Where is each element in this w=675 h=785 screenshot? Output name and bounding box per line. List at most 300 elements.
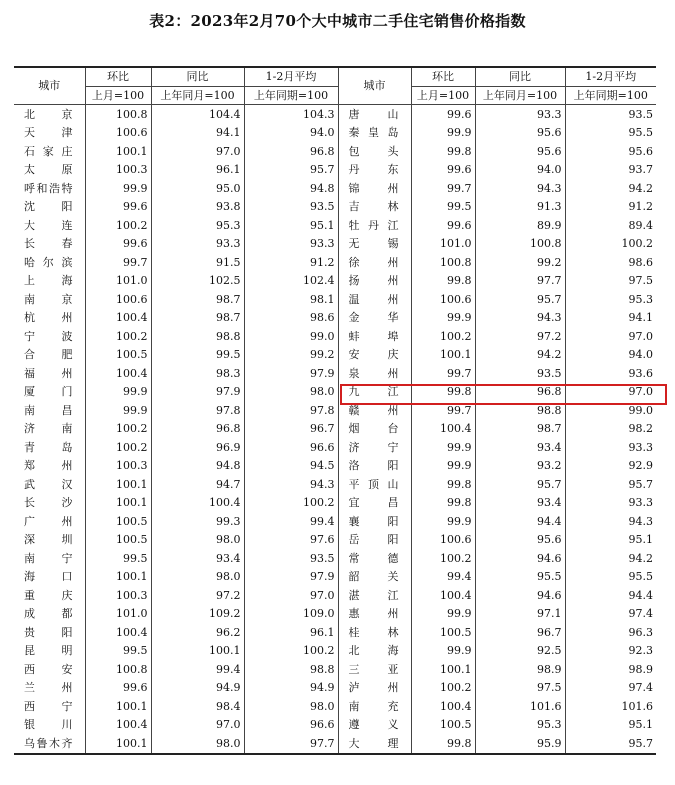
cell-avg-right: 95.6 [565, 142, 656, 161]
cell-mom-left: 100.5 [85, 531, 151, 550]
cell-city-right: 岳 阳 [338, 531, 411, 550]
cell-city-right: 温 州 [338, 290, 411, 309]
subheader-mom-left: 上月=100 [85, 86, 151, 105]
cell-yoy-left: 99.5 [151, 346, 244, 365]
cell-mom-left: 99.6 [85, 198, 151, 217]
cell-avg-left: 93.5 [244, 198, 338, 217]
cell-city-right: 秦皇岛 [338, 124, 411, 143]
cell-mom-left: 99.9 [85, 383, 151, 402]
cell-mom-right: 101.0 [411, 235, 475, 254]
cell-yoy-left: 97.9 [151, 383, 244, 402]
table-row [14, 216, 656, 235]
cell-avg-right: 97.4 [565, 679, 656, 698]
cell-yoy-right: 99.2 [475, 253, 565, 272]
table-row [14, 401, 656, 420]
cell-mom-left: 99.6 [85, 679, 151, 698]
table-row [14, 346, 656, 365]
cell-city-right: 大 理 [338, 734, 411, 754]
cell-city-left: 海 口 [14, 568, 85, 587]
cell-city-right: 襄 阳 [338, 512, 411, 531]
cell-avg-right: 95.7 [565, 734, 656, 754]
header-yoy-left: 同比 [151, 67, 244, 86]
cell-yoy-left: 99.4 [151, 660, 244, 679]
cell-mom-right: 100.5 [411, 716, 475, 735]
cell-mom-right: 99.7 [411, 401, 475, 420]
cell-city-right: 济 宁 [338, 438, 411, 457]
cell-avg-left: 93.5 [244, 549, 338, 568]
cell-city-left: 太 原 [14, 161, 85, 180]
table-row [14, 716, 656, 735]
cell-yoy-right: 97.7 [475, 272, 565, 291]
cell-city-left: 昆 明 [14, 642, 85, 661]
table-row [14, 475, 656, 494]
cell-yoy-right: 93.4 [475, 438, 565, 457]
cell-mom-right: 99.8 [411, 383, 475, 402]
cell-mom-left: 100.3 [85, 457, 151, 476]
cell-avg-right: 100.2 [565, 235, 656, 254]
cell-city-left: 沈 阳 [14, 198, 85, 217]
cell-mom-left: 100.3 [85, 586, 151, 605]
cell-city-left: 乌鲁木齐 [14, 734, 85, 754]
cell-avg-left: 96.8 [244, 142, 338, 161]
cell-city-left: 呼和浩特 [14, 179, 85, 198]
cell-avg-right: 93.3 [565, 438, 656, 457]
cell-avg-right: 95.1 [565, 716, 656, 735]
cell-mom-left: 100.2 [85, 216, 151, 235]
cell-city-left: 青 岛 [14, 438, 85, 457]
cell-city-left: 北 京 [14, 105, 85, 124]
cell-city-right: 洛 阳 [338, 457, 411, 476]
cell-yoy-right: 93.3 [475, 105, 565, 124]
cell-avg-right: 92.9 [565, 457, 656, 476]
cell-city-right: 南 充 [338, 697, 411, 716]
cell-city-left: 南 宁 [14, 549, 85, 568]
cell-yoy-left: 95.0 [151, 179, 244, 198]
subheader-yoy-right: 上年同月=100 [475, 86, 565, 105]
cell-mom-right: 99.7 [411, 364, 475, 383]
cell-mom-left: 100.6 [85, 124, 151, 143]
cell-avg-right: 98.9 [565, 660, 656, 679]
cell-mom-left: 99.5 [85, 642, 151, 661]
cell-mom-left: 100.4 [85, 716, 151, 735]
cell-avg-right: 97.5 [565, 272, 656, 291]
cell-city-right: 惠 州 [338, 605, 411, 624]
cell-mom-right: 99.9 [411, 512, 475, 531]
cell-mom-right: 100.6 [411, 290, 475, 309]
cell-avg-left: 96.1 [244, 623, 338, 642]
header-city-left: 城市 [14, 67, 85, 105]
cell-city-right: 安 庆 [338, 346, 411, 365]
cell-mom-right: 99.8 [411, 734, 475, 754]
cell-mom-left: 100.2 [85, 420, 151, 439]
header-row-2 [14, 86, 656, 105]
cell-yoy-left: 93.3 [151, 235, 244, 254]
cell-mom-right: 100.2 [411, 679, 475, 698]
table-row [14, 124, 656, 143]
table-row [14, 290, 656, 309]
cell-avg-left: 97.9 [244, 568, 338, 587]
table-row [14, 105, 656, 124]
cell-yoy-left: 98.7 [151, 290, 244, 309]
cell-city-left: 深 圳 [14, 531, 85, 550]
cell-avg-right: 95.5 [565, 124, 656, 143]
cell-city-left: 天 津 [14, 124, 85, 143]
cell-avg-left: 94.3 [244, 475, 338, 494]
cell-city-left: 武 汉 [14, 475, 85, 494]
cell-city-left: 哈尔滨 [14, 253, 85, 272]
price-index-table [14, 66, 656, 755]
table-row [14, 512, 656, 531]
cell-city-left: 南 京 [14, 290, 85, 309]
cell-avg-left: 97.7 [244, 734, 338, 754]
cell-yoy-right: 94.0 [475, 161, 565, 180]
cell-mom-right: 100.4 [411, 420, 475, 439]
subheader-mom-right: 上月=100 [411, 86, 475, 105]
cell-city-right: 九 江 [338, 383, 411, 402]
cell-avg-left: 98.6 [244, 309, 338, 328]
cell-avg-left: 99.0 [244, 327, 338, 346]
cell-mom-right: 99.9 [411, 605, 475, 624]
cell-avg-right: 94.4 [565, 586, 656, 605]
cell-avg-right: 94.2 [565, 179, 656, 198]
table-row [14, 327, 656, 346]
cell-avg-left: 96.6 [244, 716, 338, 735]
cell-yoy-left: 100.1 [151, 642, 244, 661]
cell-yoy-right: 95.9 [475, 734, 565, 754]
cell-city-left: 南 昌 [14, 401, 85, 420]
cell-avg-right: 101.6 [565, 697, 656, 716]
cell-mom-right: 100.4 [411, 586, 475, 605]
cell-avg-right: 94.0 [565, 346, 656, 365]
cell-yoy-right: 92.5 [475, 642, 565, 661]
cell-yoy-left: 96.9 [151, 438, 244, 457]
cell-mom-right: 99.4 [411, 568, 475, 587]
cell-mom-right: 99.9 [411, 309, 475, 328]
table-row [14, 734, 656, 754]
cell-avg-left: 97.9 [244, 364, 338, 383]
cell-mom-right: 99.9 [411, 642, 475, 661]
cell-city-right: 金 华 [338, 309, 411, 328]
cell-avg-right: 97.4 [565, 605, 656, 624]
cell-city-right: 吉 林 [338, 198, 411, 217]
cell-yoy-left: 95.3 [151, 216, 244, 235]
cell-yoy-right: 98.7 [475, 420, 565, 439]
cell-mom-right: 99.9 [411, 124, 475, 143]
cell-mom-left: 100.1 [85, 568, 151, 587]
cell-avg-left: 97.8 [244, 401, 338, 420]
cell-city-right: 常 德 [338, 549, 411, 568]
table-row [14, 549, 656, 568]
cell-mom-right: 99.5 [411, 198, 475, 217]
cell-yoy-left: 104.4 [151, 105, 244, 124]
cell-yoy-left: 96.2 [151, 623, 244, 642]
cell-city-right: 烟 台 [338, 420, 411, 439]
cell-yoy-left: 98.8 [151, 327, 244, 346]
cell-avg-left: 97.6 [244, 531, 338, 550]
cell-yoy-right: 95.7 [475, 475, 565, 494]
cell-mom-right: 99.9 [411, 438, 475, 457]
cell-mom-right: 100.8 [411, 253, 475, 272]
cell-mom-left: 99.7 [85, 253, 151, 272]
cell-yoy-left: 98.3 [151, 364, 244, 383]
cell-yoy-right: 95.6 [475, 142, 565, 161]
cell-mom-left: 99.6 [85, 235, 151, 254]
cell-avg-right: 93.3 [565, 494, 656, 513]
cell-avg-left: 94.0 [244, 124, 338, 143]
cell-city-right: 平顶山 [338, 475, 411, 494]
table-row [14, 179, 656, 198]
cell-avg-left: 95.1 [244, 216, 338, 235]
cell-yoy-left: 91.5 [151, 253, 244, 272]
subheader-yoy-left: 上年同月=100 [151, 86, 244, 105]
cell-avg-left: 91.2 [244, 253, 338, 272]
cell-city-left: 长 春 [14, 235, 85, 254]
cell-city-right: 牡丹江 [338, 216, 411, 235]
table-row [14, 235, 656, 254]
cell-city-left: 宁 波 [14, 327, 85, 346]
cell-mom-right: 100.5 [411, 623, 475, 642]
cell-city-left: 福 州 [14, 364, 85, 383]
cell-mom-right: 99.6 [411, 216, 475, 235]
cell-city-left: 兰 州 [14, 679, 85, 698]
cell-city-right: 桂 林 [338, 623, 411, 642]
cell-mom-left: 101.0 [85, 272, 151, 291]
table-row [14, 142, 656, 161]
cell-mom-left: 101.0 [85, 605, 151, 624]
cell-avg-left: 98.1 [244, 290, 338, 309]
cell-mom-right: 100.2 [411, 549, 475, 568]
header-mom-left: 环比 [85, 67, 151, 86]
cell-mom-right: 99.8 [411, 272, 475, 291]
cell-city-right: 扬 州 [338, 272, 411, 291]
cell-city-right: 三 亚 [338, 660, 411, 679]
cell-avg-left: 102.4 [244, 272, 338, 291]
cell-yoy-left: 98.0 [151, 531, 244, 550]
header-city-right: 城市 [338, 67, 411, 105]
cell-mom-right: 100.2 [411, 327, 475, 346]
subheader-avg-left: 上年同期=100 [244, 86, 338, 105]
cell-yoy-right: 97.1 [475, 605, 565, 624]
cell-yoy-left: 97.0 [151, 716, 244, 735]
cell-avg-left: 96.6 [244, 438, 338, 457]
cell-avg-right: 93.5 [565, 105, 656, 124]
cell-city-right: 唐 山 [338, 105, 411, 124]
cell-yoy-right: 100.8 [475, 235, 565, 254]
table-row [14, 253, 656, 272]
cell-avg-left: 98.0 [244, 697, 338, 716]
cell-yoy-left: 94.9 [151, 679, 244, 698]
cell-avg-left: 93.3 [244, 235, 338, 254]
cell-mom-left: 100.1 [85, 734, 151, 754]
cell-avg-right: 91.2 [565, 198, 656, 217]
cell-mom-left: 100.1 [85, 475, 151, 494]
cell-mom-right: 99.8 [411, 142, 475, 161]
cell-mom-left: 100.5 [85, 512, 151, 531]
cell-yoy-right: 98.8 [475, 401, 565, 420]
cell-avg-left: 98.8 [244, 660, 338, 679]
cell-avg-right: 97.0 [565, 327, 656, 346]
cell-yoy-left: 102.5 [151, 272, 244, 291]
cell-yoy-right: 94.6 [475, 549, 565, 568]
cell-city-left: 杭 州 [14, 309, 85, 328]
cell-yoy-left: 98.0 [151, 568, 244, 587]
header-yoy-right: 同比 [475, 67, 565, 86]
cell-avg-right: 99.0 [565, 401, 656, 420]
cell-city-right: 宜 昌 [338, 494, 411, 513]
cell-yoy-right: 95.3 [475, 716, 565, 735]
cell-yoy-left: 97.0 [151, 142, 244, 161]
header-avg-left: 1-2月平均 [244, 67, 338, 86]
subheader-avg-right: 上年同期=100 [565, 86, 656, 105]
cell-yoy-left: 98.7 [151, 309, 244, 328]
cell-city-left: 重 庆 [14, 586, 85, 605]
cell-city-right: 韶 关 [338, 568, 411, 587]
table-row [14, 494, 656, 513]
cell-avg-right: 93.6 [565, 364, 656, 383]
cell-yoy-right: 89.9 [475, 216, 565, 235]
cell-city-right: 徐 州 [338, 253, 411, 272]
cell-yoy-left: 94.8 [151, 457, 244, 476]
cell-avg-right: 89.4 [565, 216, 656, 235]
cell-mom-right: 99.8 [411, 475, 475, 494]
table-row [14, 420, 656, 439]
cell-avg-left: 94.9 [244, 679, 338, 698]
cell-yoy-right: 96.8 [475, 383, 565, 402]
table-row [14, 364, 656, 383]
cell-yoy-right: 93.4 [475, 494, 565, 513]
cell-mom-right: 100.1 [411, 346, 475, 365]
cell-mom-right: 100.1 [411, 660, 475, 679]
cell-mom-left: 100.2 [85, 327, 151, 346]
cell-yoy-right: 91.3 [475, 198, 565, 217]
cell-avg-right: 95.7 [565, 475, 656, 494]
header-avg-right: 1-2月平均 [565, 67, 656, 86]
header-mom-right: 环比 [411, 67, 475, 86]
cell-mom-left: 100.1 [85, 142, 151, 161]
table-row [14, 309, 656, 328]
cell-avg-right: 92.3 [565, 642, 656, 661]
table-row [14, 161, 656, 180]
cell-avg-left: 109.0 [244, 605, 338, 624]
cell-city-right: 北 海 [338, 642, 411, 661]
cell-mom-right: 100.4 [411, 697, 475, 716]
cell-avg-right: 95.5 [565, 568, 656, 587]
cell-city-right: 锦 州 [338, 179, 411, 198]
cell-city-left: 贵 阳 [14, 623, 85, 642]
cell-mom-left: 100.6 [85, 290, 151, 309]
cell-avg-right: 94.1 [565, 309, 656, 328]
cell-yoy-right: 95.5 [475, 568, 565, 587]
cell-avg-left: 100.2 [244, 494, 338, 513]
cell-mom-right: 99.6 [411, 161, 475, 180]
table-row [14, 383, 656, 402]
table-row [14, 272, 656, 291]
cell-mom-left: 100.4 [85, 309, 151, 328]
cell-yoy-left: 98.0 [151, 734, 244, 754]
cell-yoy-right: 96.7 [475, 623, 565, 642]
cell-yoy-left: 99.3 [151, 512, 244, 531]
cell-avg-left: 97.0 [244, 586, 338, 605]
cell-avg-right: 95.3 [565, 290, 656, 309]
cell-city-right: 泉 州 [338, 364, 411, 383]
cell-mom-left: 100.1 [85, 697, 151, 716]
cell-mom-right: 99.6 [411, 105, 475, 124]
cell-mom-left: 99.9 [85, 179, 151, 198]
table-row [14, 531, 656, 550]
cell-city-left: 银 川 [14, 716, 85, 735]
cell-yoy-right: 95.6 [475, 531, 565, 550]
cell-yoy-left: 100.4 [151, 494, 244, 513]
cell-yoy-right: 94.3 [475, 309, 565, 328]
cell-avg-left: 96.7 [244, 420, 338, 439]
cell-city-left: 合 肥 [14, 346, 85, 365]
cell-mom-left: 100.4 [85, 623, 151, 642]
cell-city-right: 湛 江 [338, 586, 411, 605]
cell-city-right: 遵 义 [338, 716, 411, 735]
cell-mom-left: 100.4 [85, 364, 151, 383]
cell-city-left: 石家庄 [14, 142, 85, 161]
cell-city-left: 济 南 [14, 420, 85, 439]
cell-city-right: 包 头 [338, 142, 411, 161]
table-row [14, 660, 656, 679]
cell-city-right: 泸 州 [338, 679, 411, 698]
header-row-1 [14, 67, 656, 86]
cell-yoy-right: 94.2 [475, 346, 565, 365]
cell-avg-right: 95.1 [565, 531, 656, 550]
table-row [14, 586, 656, 605]
cell-avg-right: 94.3 [565, 512, 656, 531]
cell-yoy-left: 94.7 [151, 475, 244, 494]
cell-yoy-left: 109.2 [151, 605, 244, 624]
cell-yoy-right: 98.9 [475, 660, 565, 679]
cell-mom-right: 99.8 [411, 494, 475, 513]
cell-yoy-left: 94.1 [151, 124, 244, 143]
cell-city-left: 长 沙 [14, 494, 85, 513]
cell-yoy-right: 94.4 [475, 512, 565, 531]
table-header [14, 67, 656, 105]
cell-mom-right: 100.6 [411, 531, 475, 550]
table-row [14, 438, 656, 457]
cell-city-left: 郑 州 [14, 457, 85, 476]
cell-yoy-right: 94.3 [475, 179, 565, 198]
cell-city-right: 丹 东 [338, 161, 411, 180]
cell-mom-left: 100.5 [85, 346, 151, 365]
table-row [14, 605, 656, 624]
cell-yoy-left: 97.2 [151, 586, 244, 605]
cell-mom-left: 100.2 [85, 438, 151, 457]
cell-city-left: 上 海 [14, 272, 85, 291]
cell-avg-right: 98.6 [565, 253, 656, 272]
cell-avg-right: 96.3 [565, 623, 656, 642]
cell-city-left: 西 安 [14, 660, 85, 679]
cell-yoy-right: 97.5 [475, 679, 565, 698]
cell-yoy-right: 93.2 [475, 457, 565, 476]
cell-yoy-right: 93.5 [475, 364, 565, 383]
cell-yoy-right: 101.6 [475, 697, 565, 716]
cell-yoy-left: 93.8 [151, 198, 244, 217]
cell-yoy-right: 95.7 [475, 290, 565, 309]
cell-yoy-left: 96.8 [151, 420, 244, 439]
cell-yoy-left: 97.8 [151, 401, 244, 420]
cell-yoy-left: 96.1 [151, 161, 244, 180]
cell-city-right: 蚌 埠 [338, 327, 411, 346]
cell-avg-left: 100.2 [244, 642, 338, 661]
cell-yoy-left: 98.4 [151, 697, 244, 716]
cell-avg-left: 98.0 [244, 383, 338, 402]
table-row [14, 457, 656, 476]
cell-mom-right: 99.7 [411, 179, 475, 198]
cell-mom-left: 100.1 [85, 494, 151, 513]
